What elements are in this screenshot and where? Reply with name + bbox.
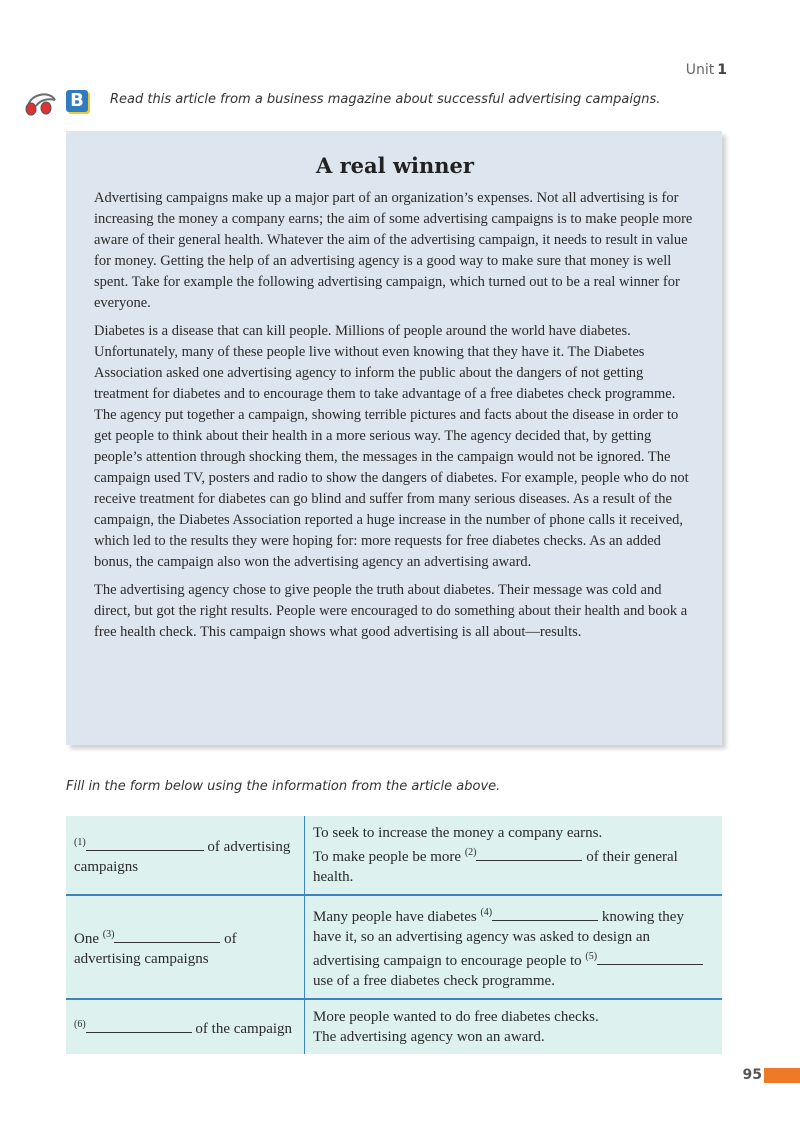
cell-text: The advertising agency won an award.: [313, 1029, 545, 1045]
cell-text: of the campaign: [191, 1021, 293, 1037]
cell-text: of advertising campaigns: [74, 931, 237, 967]
form-cell-aims: [66, 816, 305, 895]
cell-text: One: [74, 931, 103, 947]
cell-text: use of a free diabetes check programme.: [313, 973, 555, 989]
page-number: 95: [742, 1067, 762, 1083]
unit-number: 1: [717, 62, 727, 78]
article-box: [66, 131, 722, 745]
article-paragraph-3: The advertising agency chose to give people the truth about diabetes. Their message was cold and direct, but got the right results. People were encouraged to do something about their health and book a free health check. This campaign shows what good advertising is all about—results.: [94, 582, 688, 640]
blank-number: (1): [74, 837, 86, 848]
form-row-1: [66, 816, 722, 895]
blank-number: (2): [464, 847, 477, 858]
page-accent-bar: [764, 1068, 800, 1083]
form-cell-aims-detail: [305, 816, 723, 895]
unit-label: [686, 62, 727, 78]
form-row-3: [66, 999, 722, 1054]
unit-text: Unit: [685, 62, 715, 78]
form-row-2: [66, 895, 722, 999]
cell-text: of advertising campaigns: [74, 839, 291, 875]
blank-1[interactable]: [86, 836, 204, 851]
cell-text: of their general health.: [313, 849, 678, 885]
form-cell-example-detail: [305, 895, 723, 999]
form-cell-results-detail: [305, 999, 723, 1054]
form-instruction: Fill in the form below using the information from the article above.: [66, 779, 501, 794]
form-cell-results: [66, 999, 305, 1054]
cell-text: To make people be more: [313, 849, 465, 865]
cell-text: knowing they have it, so an advertising agency was asked to design an advertising campaign to encourage people to: [313, 909, 684, 969]
cell-text: Many people have diabetes: [313, 909, 481, 925]
section-badge: B: [66, 90, 88, 112]
article-title: A real winner: [316, 153, 474, 178]
blank-3[interactable]: [114, 928, 220, 943]
blank-number: (5): [585, 951, 598, 962]
article-paragraph-1: Advertising campaigns make up a major part of an organization’s expenses. Not all advertising is for increasing the money a company earns; the aim of some advertising campaigns is to make people more aware of their general health. Whatever the aim of the advertising campaign, it needs to result in value for money. Getting the help of an advertising agency is a good way to make sure that money is well spent. Take for example the following advertising campaign, which turned out to be a real winner for everyone.: [94, 190, 693, 311]
headphones-icon: [22, 86, 62, 116]
blank-number: (3): [102, 929, 115, 940]
article-paragraph-2: Diabetes is a disease that can kill people. Millions of people around the world have diabetes. Unfortunately, many of these people live without even knowing that they have it. The Diabetes Association asked one advertising agency to inform the public about the dangers of not getting treatment for diabetes and to encourage them to take advantage of a free diabetes check programme. The agency put together a campaign, showing terrible pictures and facts about the disease in order to get people to think about their health in a more serious way. The agency decided that, by getting people’s attention through shocking them, the messages in the campaign would not be ignored. The campaign used TV, posters and radio to show the dangers of diabetes. For example, people who do not receive treatment for diabetes can go blind and suffer from many serious diseases. As a result of the campaign, the Diabetes Association reported a huge increase in the number of phone calls it received, which led to the results they were hoping for: more requests for free diabetes checks. As an added bonus, the campaign also won the advertising agency an advertising award.: [94, 323, 689, 570]
blank-6[interactable]: [86, 1018, 192, 1033]
section-header: [22, 86, 722, 116]
form-cell-example: [66, 895, 305, 999]
blank-4[interactable]: [492, 906, 598, 921]
blank-5[interactable]: [597, 950, 703, 965]
cell-text: To seek to increase the money a company earns.: [313, 825, 603, 841]
cell-text: More people wanted to do free diabetes checks.: [313, 1009, 599, 1025]
section-instruction: Read this article from a business magazine about successful advertising campaigns.: [110, 92, 661, 107]
fill-in-form: [66, 816, 722, 1054]
blank-2[interactable]: [476, 846, 582, 861]
blank-number: (6): [74, 1019, 86, 1030]
blank-number: (4): [480, 907, 493, 918]
